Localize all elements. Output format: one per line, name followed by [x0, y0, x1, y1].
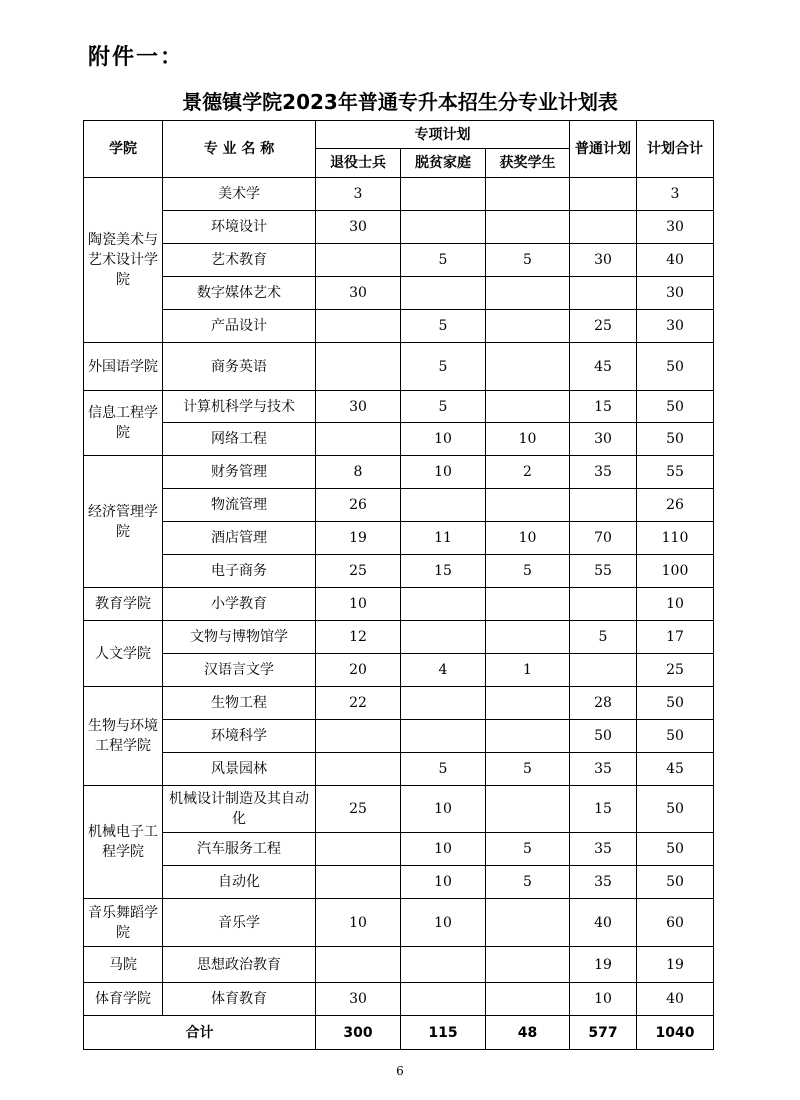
- poverty-cell: [401, 947, 486, 983]
- table-row: [84, 983, 714, 1016]
- major-cell: 汉语言文学: [163, 654, 316, 687]
- veteran-cell: 26: [316, 489, 401, 522]
- major-cell: 环境设计: [163, 211, 316, 244]
- veteran-cell: 19: [316, 522, 401, 555]
- major-cell: 小学教育: [163, 588, 316, 621]
- veteran-cell: 22: [316, 687, 401, 720]
- award-cell: 5: [486, 555, 570, 588]
- table-row: [84, 786, 714, 833]
- table-row: [84, 588, 714, 621]
- major-cell: 环境科学: [163, 720, 316, 753]
- general-cell: [570, 277, 637, 310]
- header-special-plan: 专项计划: [316, 121, 570, 149]
- major-cell: 自动化: [163, 866, 316, 899]
- page-title: 景德镇学院2023年普通专升本招生分专业计划表: [182, 90, 618, 114]
- general-cell: 55: [570, 555, 637, 588]
- table-row: [84, 899, 714, 947]
- total-cell: 60: [637, 899, 714, 947]
- header-college: 学院: [84, 121, 163, 178]
- major-cell: 生物工程: [163, 687, 316, 720]
- award-cell: 5: [486, 833, 570, 866]
- college-cell: 经济管理学院: [84, 456, 163, 588]
- table-row: [84, 277, 714, 310]
- total-cell: 10: [637, 588, 714, 621]
- total-cell: 26: [637, 489, 714, 522]
- veteran-cell: [316, 343, 401, 391]
- poverty-cell: [401, 178, 486, 211]
- award-cell: 5: [486, 753, 570, 786]
- major-cell: 风景园林: [163, 753, 316, 786]
- table-row: [84, 947, 714, 983]
- poverty-cell: [401, 621, 486, 654]
- poverty-cell: [401, 983, 486, 1016]
- general-cell: 45: [570, 343, 637, 391]
- poverty-cell: 10: [401, 833, 486, 866]
- table-row: [84, 720, 714, 753]
- poverty-cell: [401, 588, 486, 621]
- major-cell: 艺术教育: [163, 244, 316, 277]
- award-cell: [486, 687, 570, 720]
- major-cell: 电子商务: [163, 555, 316, 588]
- award-cell: [486, 211, 570, 244]
- veteran-cell: [316, 833, 401, 866]
- general-cell: [570, 178, 637, 211]
- poverty-cell: [401, 687, 486, 720]
- veteran-cell: [316, 310, 401, 343]
- poverty-cell: 11: [401, 522, 486, 555]
- general-cell: [570, 489, 637, 522]
- poverty-cell: 15: [401, 555, 486, 588]
- award-cell: 10: [486, 423, 570, 456]
- college-cell: 马院: [84, 947, 163, 983]
- major-cell: 汽车服务工程: [163, 833, 316, 866]
- general-cell: 30: [570, 244, 637, 277]
- header-veteran: 退役士兵: [316, 149, 401, 178]
- total-award: 48: [486, 1016, 570, 1050]
- total-cell: 110: [637, 522, 714, 555]
- total-cell: 50: [637, 786, 714, 833]
- veteran-cell: 30: [316, 391, 401, 423]
- totals-label: 合计: [84, 1016, 316, 1050]
- total-general: 577: [570, 1016, 637, 1050]
- total-cell: 100: [637, 555, 714, 588]
- veteran-cell: 30: [316, 983, 401, 1016]
- veteran-cell: 10: [316, 899, 401, 947]
- major-cell: 网络工程: [163, 423, 316, 456]
- general-cell: 25: [570, 310, 637, 343]
- general-cell: 40: [570, 899, 637, 947]
- award-cell: 5: [486, 244, 570, 277]
- attachment-label: 附件一：: [88, 45, 185, 70]
- total-cell: 30: [637, 310, 714, 343]
- poverty-cell: 5: [401, 244, 486, 277]
- award-cell: [486, 489, 570, 522]
- award-cell: 10: [486, 522, 570, 555]
- poverty-cell: 5: [401, 391, 486, 423]
- total-poverty: 115: [401, 1016, 486, 1050]
- major-cell: 财务管理: [163, 456, 316, 489]
- major-cell: 商务英语: [163, 343, 316, 391]
- table-row: [84, 423, 714, 456]
- major-cell: 物流管理: [163, 489, 316, 522]
- veteran-cell: 20: [316, 654, 401, 687]
- veteran-cell: [316, 244, 401, 277]
- general-cell: 5: [570, 621, 637, 654]
- poverty-cell: [401, 211, 486, 244]
- award-cell: [486, 786, 570, 833]
- general-cell: [570, 654, 637, 687]
- table-row: [84, 866, 714, 899]
- veteran-cell: 10: [316, 588, 401, 621]
- general-cell: 15: [570, 391, 637, 423]
- veteran-cell: 25: [316, 786, 401, 833]
- header-general-plan: 普通计划: [570, 121, 637, 178]
- major-cell: 数字媒体艺术: [163, 277, 316, 310]
- total-cell: 3: [637, 178, 714, 211]
- veteran-cell: 12: [316, 621, 401, 654]
- table-row: [84, 391, 714, 423]
- header-poverty: 脱贫家庭: [401, 149, 486, 178]
- table-row: [84, 753, 714, 786]
- award-cell: [486, 310, 570, 343]
- award-cell: [486, 947, 570, 983]
- poverty-cell: [401, 489, 486, 522]
- general-cell: 15: [570, 786, 637, 833]
- enrollment-plan-table: [83, 120, 714, 1050]
- total-cell: 50: [637, 343, 714, 391]
- poverty-cell: 10: [401, 423, 486, 456]
- veteran-cell: [316, 423, 401, 456]
- award-cell: [486, 720, 570, 753]
- college-cell: 人文学院: [84, 621, 163, 687]
- college-cell: 机械电子工程学院: [84, 786, 163, 899]
- veteran-cell: 3: [316, 178, 401, 211]
- poverty-cell: 10: [401, 899, 486, 947]
- major-cell: 文物与博物馆学: [163, 621, 316, 654]
- total-cell: 17: [637, 621, 714, 654]
- major-cell: 思想政治教育: [163, 947, 316, 983]
- award-cell: [486, 899, 570, 947]
- poverty-cell: 4: [401, 654, 486, 687]
- veteran-cell: [316, 720, 401, 753]
- total-cell: 50: [637, 391, 714, 423]
- award-cell: 1: [486, 654, 570, 687]
- major-cell: 美术学: [163, 178, 316, 211]
- veteran-cell: [316, 866, 401, 899]
- award-cell: 5: [486, 866, 570, 899]
- total-cell: 45: [637, 753, 714, 786]
- general-cell: 19: [570, 947, 637, 983]
- general-cell: [570, 211, 637, 244]
- general-cell: 50: [570, 720, 637, 753]
- totals-row: [84, 1016, 714, 1050]
- total-cell: 40: [637, 244, 714, 277]
- poverty-cell: [401, 720, 486, 753]
- award-cell: [486, 277, 570, 310]
- poverty-cell: 10: [401, 456, 486, 489]
- college-cell: 教育学院: [84, 588, 163, 621]
- general-cell: 35: [570, 833, 637, 866]
- table-row: [84, 456, 714, 489]
- veteran-cell: 30: [316, 277, 401, 310]
- major-cell: 酒店管理: [163, 522, 316, 555]
- table-row: [84, 833, 714, 866]
- total-plan: 1040: [637, 1016, 714, 1050]
- general-cell: 35: [570, 866, 637, 899]
- table-row: [84, 178, 714, 211]
- poverty-cell: 5: [401, 753, 486, 786]
- general-cell: 30: [570, 423, 637, 456]
- veteran-cell: 30: [316, 211, 401, 244]
- college-cell: 音乐舞蹈学院: [84, 899, 163, 947]
- table-row: [84, 211, 714, 244]
- major-cell: 体育教育: [163, 983, 316, 1016]
- college-cell: 陶瓷美术与艺术设计学院: [84, 178, 163, 343]
- total-cell: 25: [637, 654, 714, 687]
- major-cell: 机械设计制造及其自动化: [163, 786, 316, 833]
- header-plan-total: 计划合计: [637, 121, 714, 178]
- total-cell: 30: [637, 211, 714, 244]
- total-cell: 19: [637, 947, 714, 983]
- poverty-cell: 10: [401, 866, 486, 899]
- college-cell: 体育学院: [84, 983, 163, 1016]
- award-cell: [486, 621, 570, 654]
- award-cell: [486, 983, 570, 1016]
- total-veteran: 300: [316, 1016, 401, 1050]
- total-cell: 50: [637, 866, 714, 899]
- table-row: [84, 244, 714, 277]
- poverty-cell: 10: [401, 786, 486, 833]
- veteran-cell: [316, 753, 401, 786]
- college-cell: 外国语学院: [84, 343, 163, 391]
- veteran-cell: 8: [316, 456, 401, 489]
- table-row: [84, 343, 714, 391]
- award-cell: [486, 343, 570, 391]
- poverty-cell: 5: [401, 310, 486, 343]
- total-cell: 30: [637, 277, 714, 310]
- total-cell: 50: [637, 720, 714, 753]
- award-cell: [486, 588, 570, 621]
- general-cell: [570, 588, 637, 621]
- table-row: [84, 654, 714, 687]
- general-cell: 70: [570, 522, 637, 555]
- veteran-cell: [316, 947, 401, 983]
- college-cell: 生物与环境工程学院: [84, 687, 163, 786]
- general-cell: 35: [570, 753, 637, 786]
- general-cell: 35: [570, 456, 637, 489]
- table-row: [84, 489, 714, 522]
- total-cell: 50: [637, 423, 714, 456]
- major-cell: 计算机科学与技术: [163, 391, 316, 423]
- table-row: [84, 522, 714, 555]
- general-cell: 28: [570, 687, 637, 720]
- award-cell: [486, 391, 570, 423]
- header-award: 获奖学生: [486, 149, 570, 178]
- total-cell: 50: [637, 687, 714, 720]
- header-major: 专 业 名 称: [163, 121, 316, 178]
- award-cell: 2: [486, 456, 570, 489]
- college-cell: 信息工程学院: [84, 391, 163, 456]
- table-row: [84, 310, 714, 343]
- general-cell: 10: [570, 983, 637, 1016]
- major-cell: 音乐学: [163, 899, 316, 947]
- veteran-cell: 25: [316, 555, 401, 588]
- page-number: 6: [396, 1064, 404, 1078]
- poverty-cell: 5: [401, 343, 486, 391]
- award-cell: [486, 178, 570, 211]
- poverty-cell: [401, 277, 486, 310]
- table-row: [84, 555, 714, 588]
- total-cell: 50: [637, 833, 714, 866]
- major-cell: 产品设计: [163, 310, 316, 343]
- total-cell: 55: [637, 456, 714, 489]
- total-cell: 40: [637, 983, 714, 1016]
- table-row: [84, 621, 714, 654]
- table-row: [84, 687, 714, 720]
